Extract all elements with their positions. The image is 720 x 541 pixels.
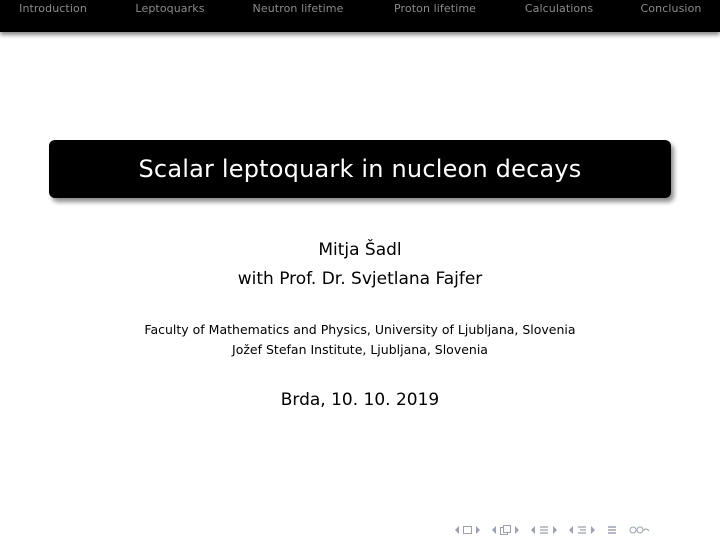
frame-icon[interactable]: [500, 525, 511, 535]
align-icon[interactable]: [607, 525, 617, 535]
beamer-navigation-symbols: [455, 523, 651, 537]
presentation-date: Brda, 10. 10. 2019: [280, 390, 440, 410]
arrow-right-icon[interactable]: [590, 526, 595, 534]
nav-item-proton-lifetime[interactable]: Proton lifetime: [393, 2, 477, 15]
arrow-right-icon[interactable]: [514, 526, 519, 534]
nav-item-conclusion[interactable]: Conclusion: [640, 2, 702, 15]
subsection-icon[interactable]: [539, 525, 549, 535]
advisor-line: with Prof. Dr. Svjetlana Fajfer: [237, 269, 483, 289]
section-icon[interactable]: [577, 525, 587, 535]
institution-line-1: Faculty of Mathematics and Physics, University of Ljubljana, Slovenia: [144, 322, 576, 337]
author-name: Mitja Šadl: [318, 240, 402, 260]
arrow-left-icon[interactable]: [455, 526, 460, 534]
section-navbar: [0, 0, 720, 32]
section-nav-list: [0, 0, 720, 16]
title-block: [49, 140, 671, 198]
nav-item-introduction[interactable]: Introduction: [19, 2, 87, 15]
nav-item-calculations[interactable]: Calculations: [524, 2, 594, 15]
search-icon[interactable]: [629, 525, 651, 535]
nav-item-neutron-lifetime[interactable]: Neutron lifetime: [252, 2, 344, 15]
slide-icon[interactable]: [463, 526, 472, 534]
institution-line-2: Jožef Stefan Institute, Ljubljana, Slovenia: [232, 342, 488, 357]
arrow-right-icon[interactable]: [475, 526, 480, 534]
arrow-left-icon[interactable]: [492, 526, 497, 534]
arrow-right-icon[interactable]: [552, 526, 557, 534]
arrow-left-icon[interactable]: [531, 526, 536, 534]
nav-item-leptoquarks[interactable]: Leptoquarks: [135, 2, 205, 15]
arrow-left-icon[interactable]: [569, 526, 574, 534]
slide-title: Scalar leptoquark in nucleon decays: [138, 155, 582, 183]
